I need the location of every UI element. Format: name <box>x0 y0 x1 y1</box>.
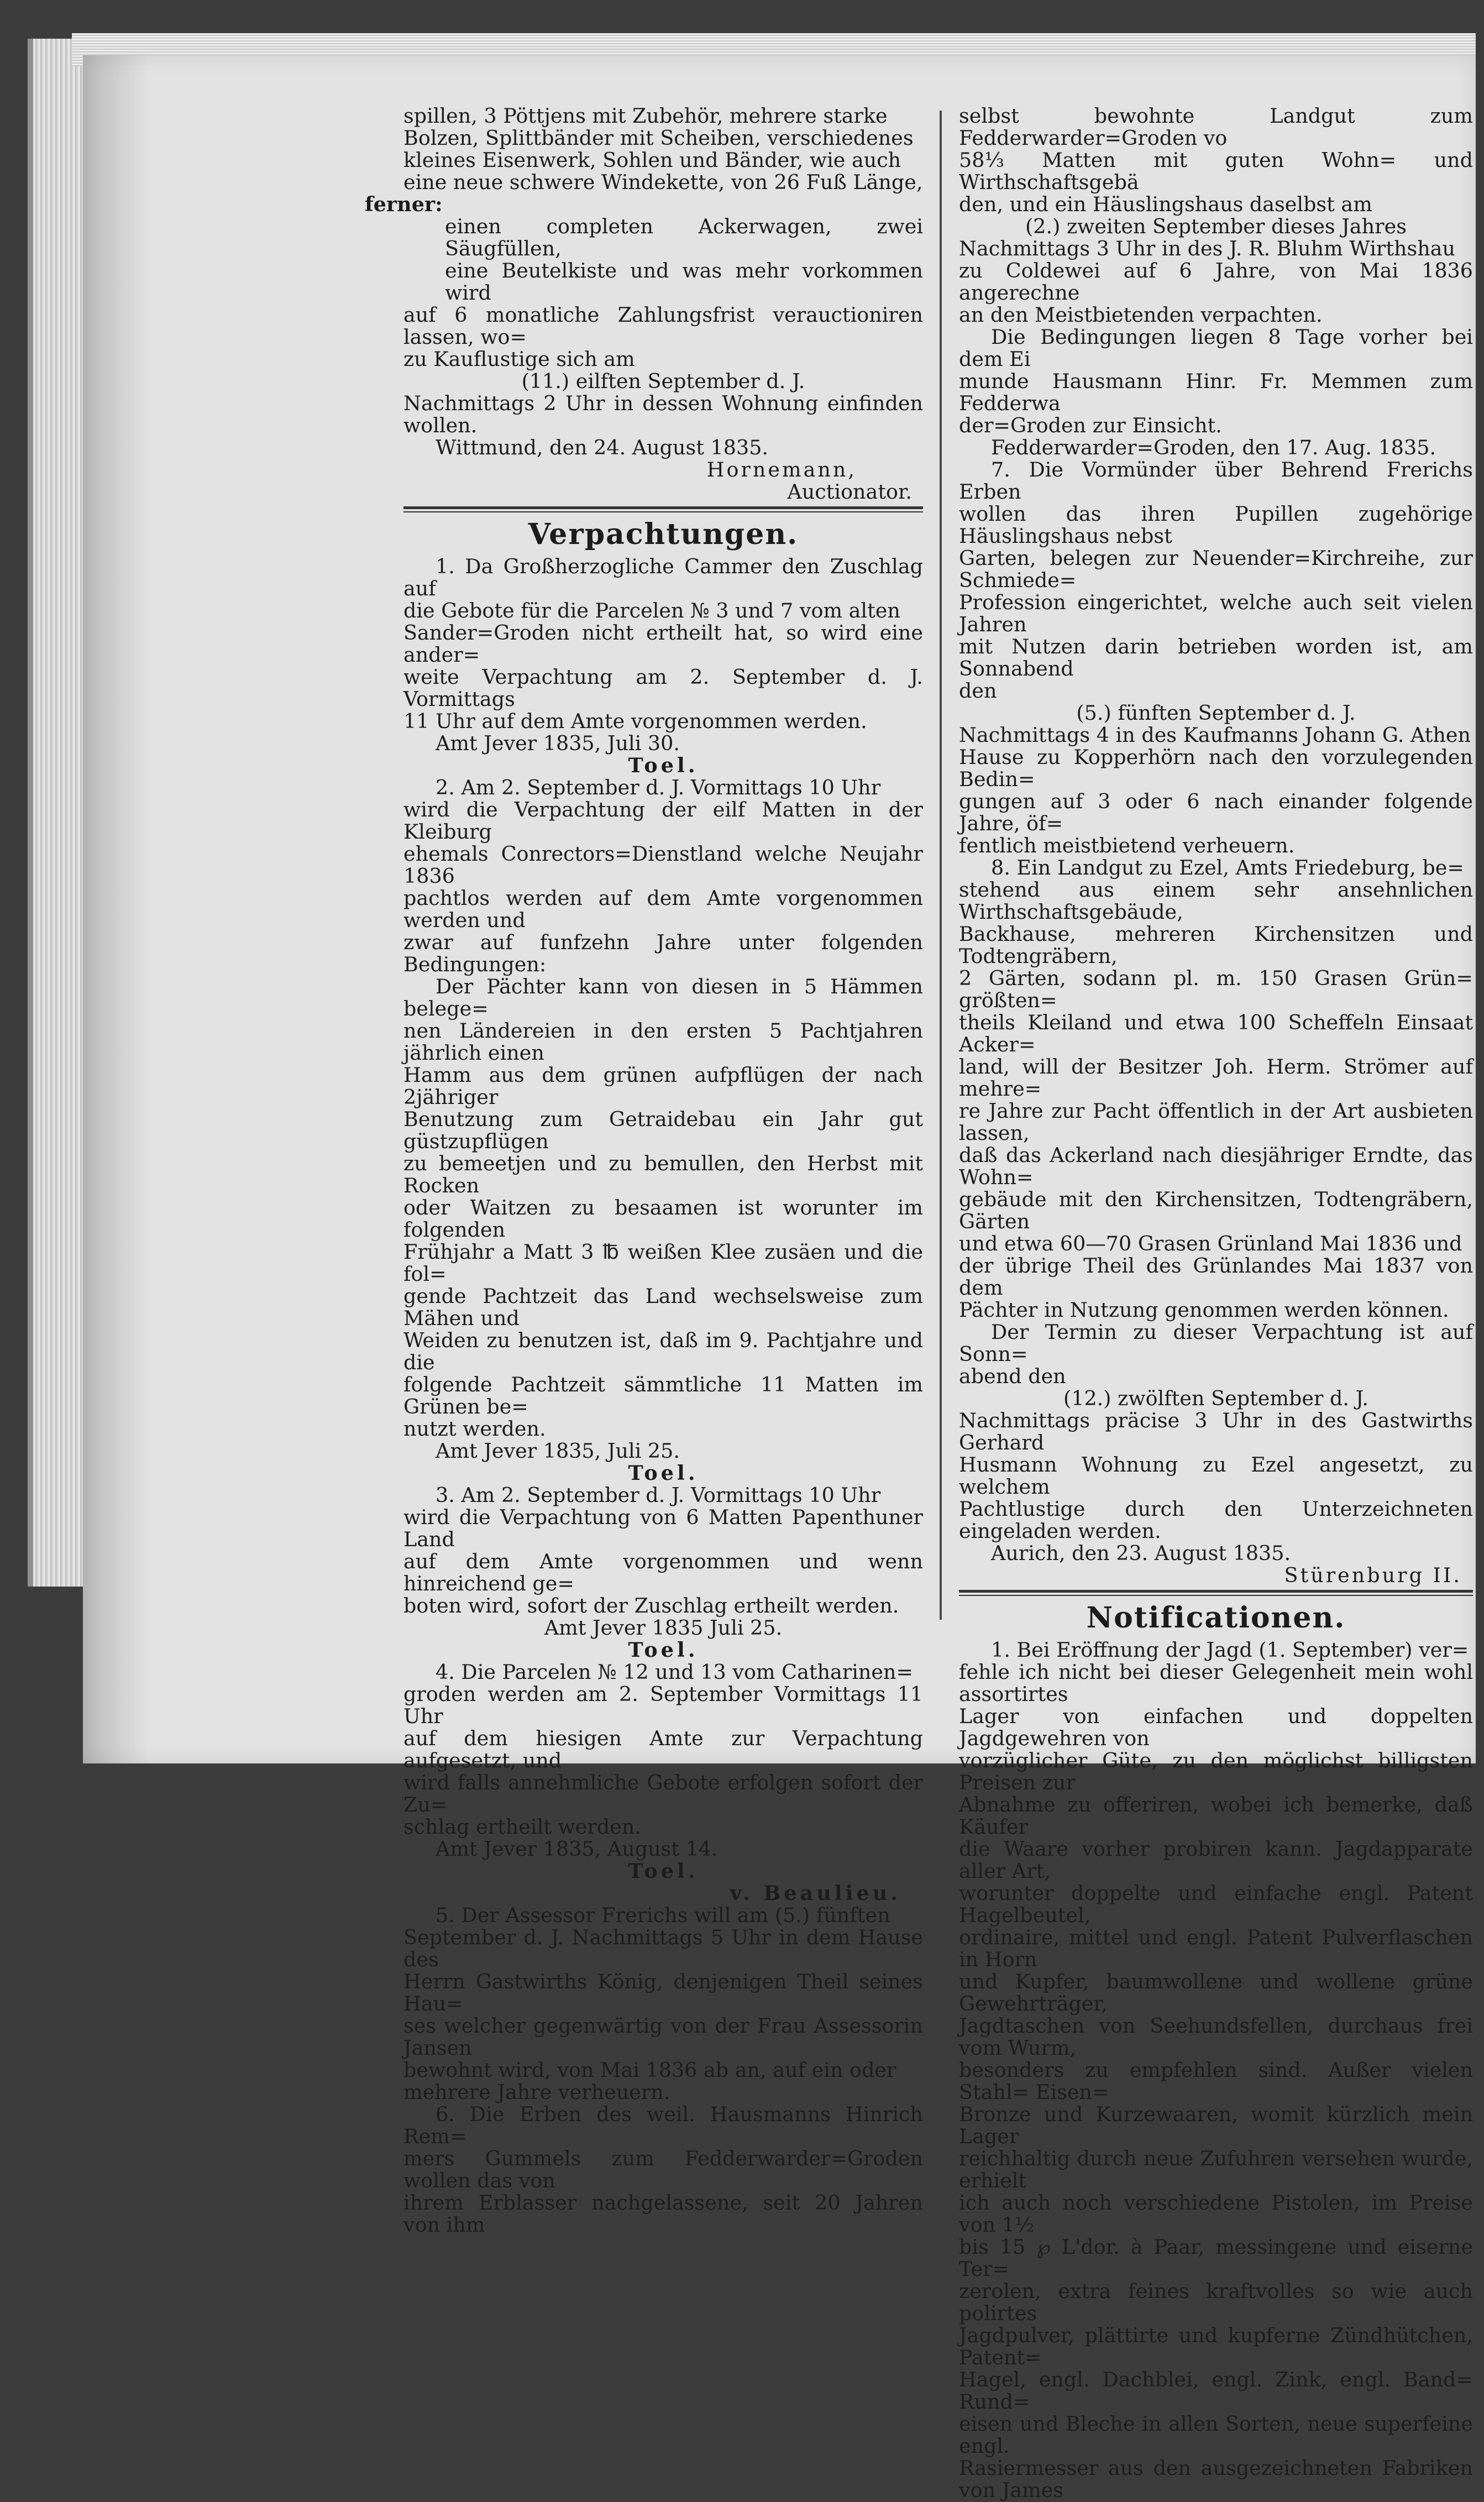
text-line: bis 15 ℘ L'dor. à Paar, messingene und eiserne Ter= <box>959 2235 1473 2281</box>
text-line: kleines Eisenwerk, Sohlen und Bänder, wie auch <box>403 148 901 172</box>
text-line: Garten, belegen zur Neuender=Kirchreihe, zur Schmiede= <box>959 546 1473 592</box>
text-line: wollen das ihren Pupillen zugehörige Häuslingshaus nebst <box>959 502 1473 548</box>
text-line: wird falls annehmliche Gebote erfolgen sofort der Zu= <box>403 1771 923 1817</box>
text-line: Hamm aus dem grünen aufpflügen der nach 2jähriger <box>403 1063 923 1109</box>
section-separator <box>959 1590 1473 1596</box>
text-line: reichhaltig durch neue Zufuhren versehen wurde, erhielt <box>959 2147 1473 2192</box>
text-line: einen completen Ackerwagen, zwei Säugfüllen, <box>445 214 923 260</box>
text-line: ses welcher gegenwärtig von der Frau Assessorin Jansen <box>403 2014 923 2060</box>
text-line: 8. Ein Landgut zu Ezel, Amts Friedeburg, be= <box>991 856 1464 880</box>
place-date: Amt Jever 1835, Juli 25. <box>436 1439 680 1463</box>
text-line: Nachmittags 4 in des Kaufmanns Johann G. Athen <box>959 723 1471 747</box>
text-line: 11 Uhr auf dem Amte vorgenommen werden. <box>403 709 867 733</box>
text-line: auf 6 monatliche Zahlungsfrist verauctioniren lassen, wo= <box>403 303 923 349</box>
text-line: Sander=Groden nicht ertheilt hat, so wird eine ander= <box>403 621 923 667</box>
text-line: gebäude mit den Kirchensitzen, Todtengräbern, Gärten <box>959 1187 1473 1233</box>
text-line: weite Verpachtung am 2. September d. J. Vormittags <box>403 665 923 711</box>
text-line: 7. Die Vormünder über Behrend Frerichs Erben <box>959 458 1473 504</box>
text-line: besonders zu empfehlen sind. Außer vielen Stahl= Eisen= <box>959 2058 1473 2104</box>
date-line: (12.) zwölften September d. J. <box>1063 1386 1368 1410</box>
place-date: Amt Jever 1835, Juli 30. <box>436 731 680 755</box>
text-line: 4. Die Parcelen № 12 und 13 vom Catharinen= <box>436 1660 914 1684</box>
text-line: 1. Bei Eröffnung der Jagd (1. September) ver= <box>991 1638 1469 1662</box>
notice-item-1 <box>403 556 923 777</box>
signature: Stürenburg II. <box>1284 1563 1462 1587</box>
text-line: auf dem Amte vorgenommen und wenn hinreichend ge= <box>403 1550 923 1595</box>
text-line: an den Meistbietenden verpachten. <box>959 303 1323 327</box>
text-line: Pachtlustige durch den Unterzeichneten eingeladen werden. <box>959 1497 1473 1543</box>
text-line: Bolzen, Splittbänder mit Scheiben, verschiedenes <box>403 126 914 150</box>
notice-item-6 <box>403 2103 923 2236</box>
text-line: Profession eingerichtet, welche auch seit vielen Jahren <box>959 590 1473 636</box>
place-date: Aurich, den 23. August 1835. <box>991 1541 1291 1565</box>
text-line: Rasiermesser aus den ausgezeichneten Fabriken von James <box>959 2456 1473 2502</box>
book-page-edges <box>33 39 83 1587</box>
text-line: gungen auf 3 oder 6 nach einander folgende Jahre, öf= <box>959 789 1473 835</box>
text-line: den <box>959 679 997 703</box>
text-line: 2 Gärten, sodann pl. m. 150 Grasen Grün= größten= <box>959 966 1473 1012</box>
left-column <box>365 104 923 2237</box>
column-divider <box>940 111 942 1620</box>
text-line: mehrere Jahre verheuern. <box>403 2080 670 2104</box>
text-line: Der Termin zu dieser Verpachtung ist auf Sonn= <box>959 1320 1473 1366</box>
section-heading-notificationen: Notificationen. <box>1086 1601 1346 1635</box>
text-line: die Gebote für die Parcelen № 3 und 7 vom alten <box>403 599 900 622</box>
text-line: Jagdtaschen von Seehundsfellen, durchaus frei vom Wurm, <box>959 2014 1473 2060</box>
text-line: schlag ertheilt werden. <box>403 1815 641 1839</box>
text-line: Frühjahr a Matt 3 ℔ weißen Klee zusäen und die fol= <box>403 1240 923 1286</box>
text-line: 58⅓ Matten mit guten Wohn= und Wirthschaftsgebä <box>959 148 1473 194</box>
text-line: gende Pachtzeit das Land wechselsweise zum Mähen und <box>403 1284 923 1330</box>
notice-item-4 <box>403 1661 923 1904</box>
text-line: zu Kauflustige sich am <box>403 347 635 371</box>
text-line: selbst bewohnte Landgut zum Fedderwarder=Groden vo <box>959 104 1473 150</box>
text-line: die Waare vorher probiren kann. Jagdapparate aller Art, <box>959 1837 1473 1883</box>
text-line: mit Nutzen darin betrieben worden ist, am Sonnabend <box>959 635 1473 681</box>
text-line: Backhause, mehreren Kirchensitzen und Todtengräbern, <box>959 922 1473 968</box>
text-line: theils Kleiland und etwa 100 Scheffeln Einsaat Acker= <box>959 1011 1473 1056</box>
text-line: mers Gummels zum Fedderwarder=Groden wollen das von <box>403 2147 923 2192</box>
text-line: Jagdpulver, plättirte und kupferne Zündhütchen, Patent= <box>959 2323 1473 2369</box>
text-line: Hause zu Kopperhörn nach den vorzulegenden Bedin= <box>959 745 1473 791</box>
signature: Toel. <box>628 1461 699 1485</box>
text-line: munde Hausmann Hinr. Fr. Memmen zum Fedderwa <box>959 369 1473 415</box>
text-line: nutzt werden. <box>403 1417 546 1441</box>
signature: Toel. <box>628 1859 699 1883</box>
text-line: Nachmittags präcise 3 Uhr in des Gastwirths Gerhard <box>959 1409 1473 1454</box>
text-line: Benutzung zum Getraidebau ein Jahr gut güstzupflügen <box>403 1107 923 1153</box>
signature: v. Beaulieu. <box>730 1881 901 1905</box>
text-line: Hagel, engl. Dachblei, engl. Zink, engl. Band= Rund= <box>959 2368 1473 2414</box>
auction-place-date: Wittmund, den 24. August 1835. <box>436 436 769 459</box>
text-line: Pächter in Nutzung genommen werden können. <box>959 1298 1449 1322</box>
text-line: ich auch noch verschiedene Pistolen, im Preise von 1½ <box>959 2191 1473 2237</box>
text-line: fehle ich nicht bei dieser Gelegenheit mein wohl assortirtes <box>959 1660 1473 1706</box>
text-line: land, will der Besitzer Joh. Herm. Strömer auf mehre= <box>959 1055 1473 1101</box>
text-line: boten wird, sofort der Zuschlag ertheilt werden. <box>403 1594 899 1618</box>
text-line: worunter doppelte und einfache engl. Patent Hagelbeutel, <box>959 1881 1473 1927</box>
text-line: daß das Ackerland nach diesjähriger Erndte, das Wohn= <box>959 1143 1473 1189</box>
text-line: auf dem hiesigen Amte zur Verpachtung aufgesetzt, und <box>403 1726 923 1772</box>
text-line: September d. J. Nachmittags 5 Uhr in dem Hause des <box>403 1925 923 1971</box>
text-line: eisen und Bleche in allen Sorten, neue superfeine engl. <box>959 2412 1473 2458</box>
place-date: Fedderwarder=Groden, den 17. Aug. 1835. <box>991 436 1436 459</box>
text-line: oder Waitzen zu besaamen ist worunter im folgenden <box>403 1196 923 1242</box>
text-line: Bronze und Kurzewaaren, womit kürzlich mein Lager <box>959 2102 1473 2148</box>
text-line: bewohnt wird, von Mai 1836 ab an, auf ein oder <box>403 2058 896 2082</box>
text-line: Lager von einfachen und doppelten Jagdgewehren von <box>959 1704 1473 1750</box>
section-separator <box>403 506 923 512</box>
text-line: Weiden zu benutzen ist, daß im 9. Pachtjahre und die <box>403 1328 923 1374</box>
notice-item-5 <box>403 1904 923 2103</box>
text-line: 1. Da Großherzogliche Cammer den Zuschlag auf <box>403 554 923 600</box>
text-line: Die Bedingungen liegen 8 Tage vorher bei dem Ei <box>959 325 1473 371</box>
text-line: groden werden am 2. September Vormittags 11 Uhr <box>403 1682 923 1728</box>
text-line: stehend aus einem sehr ansehnlichen Wirthschaftsgebäude, <box>959 878 1473 924</box>
text-line: folgende Pachtzeit sämmtliche 11 Matten im Grünen be= <box>403 1373 923 1419</box>
text-line: Der Pächter kann von diesen in 5 Hämmen belege= <box>403 975 923 1020</box>
text-line: wird die Verpachtung der eilf Matten in der Kleiburg <box>403 798 923 844</box>
place-date: Amt Jever 1835 Juli 25. <box>544 1616 783 1640</box>
place-date: Amt Jever 1835, August 14. <box>436 1837 718 1861</box>
text-line: ehemals Conrectors=Dienstland welche Neujahr 1836 <box>403 842 923 888</box>
text-line: ihrem Erblasser nachgelassene, seit 20 Jahren von ihm <box>403 2191 923 2237</box>
text-line: zu Coldewei auf 6 Jahre, von Mai 1836 angerechne <box>959 259 1473 305</box>
text-line: 5. Der Assessor Frerichs will am (5.) fünften <box>436 1903 890 1927</box>
signature: Toel. <box>628 1638 699 1662</box>
date-line: (5.) fünften September d. J. <box>1076 701 1356 725</box>
text-line: zerolen, extra feines kraftvolles so wie auch polirtes <box>959 2279 1473 2325</box>
text-line: eine Beutelkiste und was mehr vorkommen wird <box>445 259 923 305</box>
text-line: vorzüglicher Güte, zu den möglichst billigsten Preisen zur <box>959 1749 1473 1794</box>
text-line: 6. Die Erben des weil. Hausmanns Hinrich Rem= <box>403 2102 923 2148</box>
text-line: ordinaire, mittel und engl. Patent Pulverflaschen in Horn <box>959 1925 1473 1971</box>
notice-item-2 <box>403 777 923 1484</box>
notice-item-3 <box>403 1484 923 1661</box>
text-line: den, und ein Häuslingshaus daselbst am <box>959 192 1372 216</box>
text-line: pachtlos werden auf dem Amte vorgenommen werden und <box>403 886 923 932</box>
text-line: re Jahre zur Pacht öffentlich in der Art ausbieten lassen, <box>959 1099 1473 1145</box>
text-line: zwar auf funfzehn Jahre unter folgenden Bedingungen: <box>403 930 923 976</box>
text-line: Abnahme zu offeriren, wobei ich bemerke, daß Käufer <box>959 1793 1473 1839</box>
text-line: zu bemeetjen und zu bemullen, den Herbst mit Rocken <box>403 1151 923 1197</box>
text-line: Nachmittags 3 Uhr in des J. R. Bluhm Wirthshau <box>959 237 1456 260</box>
auctioneer-name: Hornemann, <box>706 458 857 481</box>
text-line: Herrn Gastwirths König, denjenigen Theil seines Hau= <box>403 1970 923 2016</box>
auction-time: Nachmittags 2 Uhr in dessen Wohnung einfinden wollen. <box>403 391 923 437</box>
gutter-shadow <box>83 55 149 1763</box>
text-line: eine neue schwere Windekette, von 26 Fuß Länge, <box>403 170 923 194</box>
text-line: und etwa 60—70 Grasen Grünland Mai 1836 und <box>959 1232 1462 1255</box>
auctioneer-title: Auctionator. <box>787 480 912 504</box>
text-line: fentlich meistbietend verheuern. <box>959 834 1295 857</box>
section-heading-verpachtungen: Verpachtungen. <box>528 517 799 551</box>
text-line: 2. Am 2. September d. J. Vormittags 10 Uhr <box>436 776 881 799</box>
text-line: der übrige Theil des Grünlandes Mai 1837 von dem <box>959 1254 1473 1300</box>
auction-date: (11.) eilften September d. J. <box>521 369 805 393</box>
signature: Toel. <box>628 753 699 777</box>
text-line: und Kupfer, baumwollene und wollene grüne Gewehrträger, <box>959 1970 1473 2016</box>
text-line: 3. Am 2. September d. J. Vormittags 10 Uhr <box>436 1483 881 1507</box>
text-line: abend den <box>959 1364 1066 1388</box>
notification-item-1 <box>959 1639 1473 2501</box>
ferner-label: ferner: <box>365 192 443 216</box>
text-line: wird die Verpachtung von 6 Matten Papenthuner Land <box>403 1505 923 1551</box>
right-column <box>959 105 1473 2501</box>
text-line: der=Groden zur Einsicht. <box>959 413 1222 437</box>
date-line: (2.) zweiten September dieses Jahres <box>1025 214 1407 238</box>
text-line: nen Ländereien in den ersten 5 Pachtjahren jährlich einen <box>403 1019 923 1065</box>
text-line: spillen, 3 Pöttjens mit Zubehör, mehrere starke <box>403 104 888 128</box>
text-line: Husmann Wohnung zu Ezel angesetzt, zu welchem <box>959 1453 1473 1499</box>
